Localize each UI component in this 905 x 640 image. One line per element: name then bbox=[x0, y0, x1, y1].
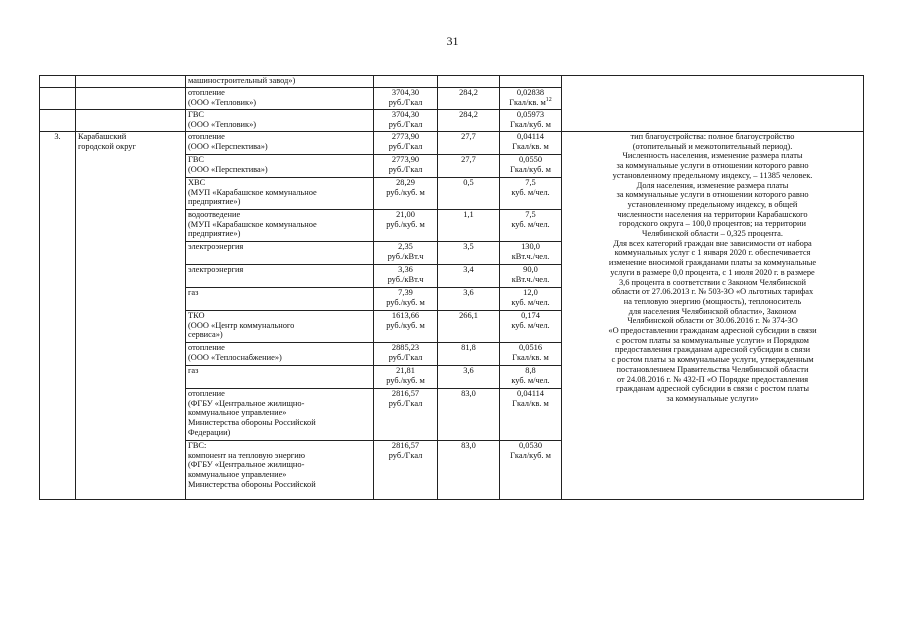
row-number: 3. bbox=[40, 132, 76, 500]
tariff-cell: 21,00 руб./куб. м bbox=[374, 210, 438, 242]
table-row bbox=[40, 76, 864, 88]
index-cell: 81,8 bbox=[438, 343, 500, 366]
index-cell: 83,0 bbox=[438, 441, 500, 500]
norm-cell: 0,174 куб. м/чел. bbox=[500, 311, 562, 343]
service-cell: ГВС (ООО «Тепловик») bbox=[186, 110, 374, 132]
service-cell: ТКО (ООО «Центр коммунального сервиса») bbox=[186, 311, 374, 343]
index-cell: 3,5 bbox=[438, 242, 500, 265]
norm-cell: 8,8 куб. м/чел. bbox=[500, 366, 562, 389]
tariff-cell: 3704,30 руб./Гкал bbox=[374, 110, 438, 132]
norm-cell: 12,0 куб. м/чел. bbox=[500, 288, 562, 311]
tariff-cell: 7,39 руб./куб. м bbox=[374, 288, 438, 311]
service-cell: газ bbox=[186, 288, 374, 311]
service-cell: электроэнергия bbox=[186, 265, 374, 288]
tariff-cell: 3704,30 руб./Гкал bbox=[374, 88, 438, 110]
norm-cell: 0,05973 Гкал/куб. м bbox=[500, 110, 562, 132]
norm-cell: 7,5 куб. м/чел. bbox=[500, 178, 562, 210]
note-cell: тип благоустройства: полное благоустройство (отопительный и межотопительный период). Численность населения, изменение размера платы за коммунальные услуги в отношении которого равно установленному предельному индексу, – 11385 человек. Доля населения, изменение размера платы за коммунальные услуги в отношении которого равно установленному предельному индексу, в общей численности населения на территории Карабашского городского округа – 100,0 процентов; на территории Челябинской области – 0,325 процента. Для всех категорий граждан вне зависимости от набора коммунальных услуг с 1 января 2020 г. обеспечивается изменение вносимой гражданами платы за коммунальные услуги в размере 0,0 процента, с 1 июля 2020 г. в размере 3,6 процента в соответствии с Законом Челябинской области от 27.06.2013 г. № 503-ЗО «О льготных тарифах на тепловую энергию (мощность), теплоноситель для населения Челябинской области», Законом Челябинской области от 30.06.2016 г. № 374-ЗО «О предоставлении гражданам адресной субсидии в связи с ростом платы за коммунальные услуги» и Порядком предоставления гражданам адресной субсидии в связи с ростом платы за коммунальные услуги, утвержденным постановлением Правительства Челябинской области от 24.08.2016 г. № 432-П «О Порядке предоставления гражданам адресной субсидии в связи с ростом платы за коммунальные услуги» bbox=[562, 132, 864, 500]
index-cell: 3,6 bbox=[438, 288, 500, 311]
index-cell: 3,4 bbox=[438, 265, 500, 288]
service-cell: отопление (ФГБУ «Центральное жилищно- коммунальное управление» Министерства обороны Российской Федерации) bbox=[186, 389, 374, 441]
norm-cell: 130,0 кВт.ч./чел. bbox=[500, 242, 562, 265]
tariff-cell: 2773,90 руб./Гкал bbox=[374, 155, 438, 178]
index-cell: 1,1 bbox=[438, 210, 500, 242]
service-cell: отопление (ООО «Перспектива») bbox=[186, 132, 374, 155]
norm-cell: 90,0 кВт.ч./чел. bbox=[500, 265, 562, 288]
tariff-cell: 21,81 руб./куб. м bbox=[374, 366, 438, 389]
table-row bbox=[40, 132, 864, 155]
tariff-cell: 3,36 руб./кВт.ч bbox=[374, 265, 438, 288]
tariff-cell: 28,29 руб./куб. м bbox=[374, 178, 438, 210]
tariff-cell: 2773,90 руб./Гкал bbox=[374, 132, 438, 155]
service-cell: машиностроительный завод») bbox=[186, 76, 374, 88]
index-cell: 284,2 bbox=[438, 88, 500, 110]
norm-cell bbox=[500, 88, 562, 110]
tariff-cell: 2816,57 руб./Гкал bbox=[374, 441, 438, 500]
service-cell: ГВС: компонент на тепловую энергию (ФГБУ «Центральное жилищно- коммунальное управление» Министерства обороны Российской bbox=[186, 441, 374, 500]
index-cell: 27,7 bbox=[438, 155, 500, 178]
footnote-mark: 12 bbox=[545, 96, 552, 103]
municipality-name: Карабашский городской округ bbox=[76, 132, 186, 500]
index-cell: 3,6 bbox=[438, 366, 500, 389]
norm-cell: 0,0530 Гкал/куб. м bbox=[500, 441, 562, 500]
tariff-cell: 2816,57 руб./Гкал bbox=[374, 389, 438, 441]
service-cell: газ bbox=[186, 366, 374, 389]
page-number: 31 bbox=[446, 34, 459, 48]
norm-cell: 0,0516 Гкал/кв. м bbox=[500, 343, 562, 366]
service-cell: электроэнергия bbox=[186, 242, 374, 265]
service-cell: ХВС (МУП «Карабашское коммунальное предприятие») bbox=[186, 178, 374, 210]
norm-cell: 0,04114 Гкал/кв. м bbox=[500, 132, 562, 155]
service-cell: водоотведение (МУП «Карабашское коммунальное предприятие») bbox=[186, 210, 374, 242]
index-cell: 27,7 bbox=[438, 132, 500, 155]
service-cell: ГВС (ООО «Перспектива») bbox=[186, 155, 374, 178]
tariff-table bbox=[39, 75, 864, 500]
index-cell: 284,2 bbox=[438, 110, 500, 132]
norm-cell: 0,0550 Гкал/куб. м bbox=[500, 155, 562, 178]
tariff-cell: 2885,23 руб./Гкал bbox=[374, 343, 438, 366]
service-cell: отопление (ООО «Тепловик») bbox=[186, 88, 374, 110]
norm-cell: 0,04114 Гкал/кв. м bbox=[500, 389, 562, 441]
norm-value: 0,02838 Гкал/кв. м bbox=[509, 88, 546, 107]
service-cell: отопление (ООО «Теплоснабжение») bbox=[186, 343, 374, 366]
index-cell: 0,5 bbox=[438, 178, 500, 210]
norm-cell: 7,5 куб. м/чел. bbox=[500, 210, 562, 242]
tariff-cell: 2,35 руб./кВт.ч bbox=[374, 242, 438, 265]
tariff-cell: 1613,66 руб./куб. м bbox=[374, 311, 438, 343]
index-cell: 83,0 bbox=[438, 389, 500, 441]
index-cell: 266,1 bbox=[438, 311, 500, 343]
